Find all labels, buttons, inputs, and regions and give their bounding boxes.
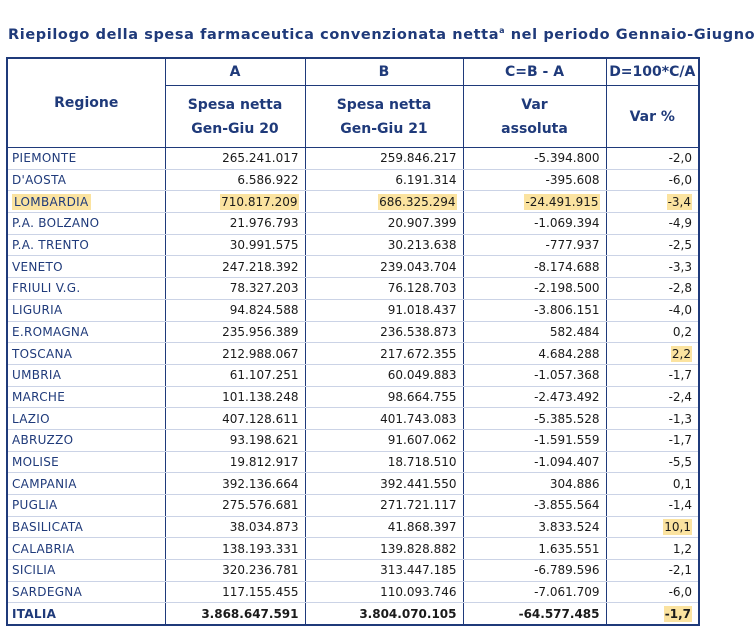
header-col-c-line1: Var bbox=[521, 96, 548, 113]
cell-region bbox=[7, 213, 165, 235]
region-name: LOMBARDIA bbox=[14, 194, 89, 209]
cell-region bbox=[7, 473, 165, 495]
value-b: 392.441.550 bbox=[380, 476, 457, 491]
value-a: 407.128.611 bbox=[222, 411, 299, 426]
value-c: -2.198.500 bbox=[534, 281, 600, 296]
value-b: 76.128.703 bbox=[387, 281, 457, 296]
value-a: 3.868.647.591 bbox=[201, 606, 299, 621]
value-d: -3,4 bbox=[667, 194, 691, 209]
value-d: -1,7 bbox=[668, 433, 692, 448]
value-c: -1.094.407 bbox=[534, 454, 600, 469]
value-b: 98.664.755 bbox=[387, 389, 457, 404]
cell-b bbox=[305, 495, 463, 517]
region-name: MARCHE bbox=[12, 389, 66, 404]
value-c: -24.491.915 bbox=[525, 194, 599, 209]
region-name: VENETO bbox=[12, 259, 63, 274]
region-name: MOLISE bbox=[12, 454, 60, 469]
cell-b bbox=[305, 473, 463, 495]
cell-d bbox=[606, 278, 699, 300]
value-a: 61.107.251 bbox=[229, 368, 299, 383]
cell-d bbox=[606, 169, 699, 191]
region-name: ITALIA bbox=[12, 606, 57, 621]
value-c: -1.591.559 bbox=[534, 433, 600, 448]
cell-region bbox=[7, 299, 165, 321]
table-row bbox=[7, 321, 699, 343]
cell-a bbox=[165, 256, 305, 278]
value-d: 1,2 bbox=[672, 541, 692, 556]
header-col-c-letter: C=B - A bbox=[463, 58, 606, 86]
cell-c bbox=[463, 386, 606, 408]
value-b: 20.907.399 bbox=[387, 216, 457, 231]
cell-b bbox=[305, 169, 463, 191]
value-b: 110.093.746 bbox=[380, 585, 457, 600]
region-name: P.A. TRENTO bbox=[12, 238, 90, 253]
cell-c bbox=[463, 321, 606, 343]
cell-c bbox=[463, 495, 606, 517]
cell-b bbox=[305, 234, 463, 256]
cell-d bbox=[606, 343, 699, 365]
cell-region bbox=[7, 234, 165, 256]
value-a: 212.988.067 bbox=[222, 346, 299, 361]
header-col-a-line2: Gen-Giu 20 bbox=[191, 120, 279, 137]
cell-d bbox=[606, 451, 699, 473]
cell-c bbox=[463, 364, 606, 386]
header-col-a-line1: Spesa netta bbox=[187, 96, 283, 113]
value-d: -4,9 bbox=[668, 216, 692, 231]
header-col-b-line2: Gen-Giu 21 bbox=[340, 120, 428, 137]
value-b: 271.721.117 bbox=[380, 498, 457, 513]
value-c: -3.855.564 bbox=[534, 498, 600, 513]
cell-b bbox=[305, 148, 463, 170]
value-b: 18.718.510 bbox=[387, 454, 457, 469]
value-b: 30.213.638 bbox=[387, 238, 457, 253]
cell-a bbox=[165, 299, 305, 321]
region-name: FRIULI V.G. bbox=[12, 281, 81, 296]
value-a: 21.976.793 bbox=[229, 216, 299, 231]
cell-a bbox=[165, 516, 305, 538]
header-region: Regione bbox=[7, 58, 165, 148]
title-footnote-mark: a bbox=[499, 26, 506, 35]
value-d: -2,4 bbox=[668, 389, 692, 404]
table-row bbox=[7, 256, 699, 278]
cell-a bbox=[165, 603, 305, 625]
cell-d bbox=[606, 191, 699, 213]
cell-d bbox=[606, 516, 699, 538]
value-a: 235.956.389 bbox=[222, 324, 299, 339]
cell-b bbox=[305, 560, 463, 582]
table-row bbox=[7, 429, 699, 451]
cell-d bbox=[606, 299, 699, 321]
cell-d bbox=[606, 364, 699, 386]
value-a: 275.576.681 bbox=[222, 498, 299, 513]
cell-a bbox=[165, 213, 305, 235]
header-col-b-letter: B bbox=[305, 58, 463, 86]
cell-d bbox=[606, 429, 699, 451]
value-d: 2,2 bbox=[671, 346, 691, 361]
value-c: -395.608 bbox=[545, 173, 600, 188]
cell-a bbox=[165, 560, 305, 582]
cell-a bbox=[165, 234, 305, 256]
spending-table bbox=[6, 57, 700, 626]
cell-c bbox=[463, 278, 606, 300]
cell-c bbox=[463, 148, 606, 170]
header-col-a bbox=[165, 86, 305, 148]
table-header bbox=[7, 58, 699, 148]
table-row bbox=[7, 148, 699, 170]
value-d: -1,3 bbox=[668, 411, 692, 426]
value-b: 236.538.873 bbox=[380, 324, 457, 339]
cell-d bbox=[606, 234, 699, 256]
total-row bbox=[7, 603, 699, 625]
value-c: -2.473.492 bbox=[534, 389, 600, 404]
table-row bbox=[7, 191, 699, 213]
cell-c bbox=[463, 451, 606, 473]
value-b: 139.828.882 bbox=[380, 541, 457, 556]
value-d: -3,3 bbox=[668, 259, 692, 274]
cell-a bbox=[165, 321, 305, 343]
cell-region bbox=[7, 256, 165, 278]
table-row bbox=[7, 234, 699, 256]
region-name: ABRUZZO bbox=[12, 433, 74, 448]
table-body bbox=[7, 148, 699, 626]
cell-b bbox=[305, 213, 463, 235]
cell-region bbox=[7, 169, 165, 191]
table-row bbox=[7, 516, 699, 538]
cell-d bbox=[606, 148, 699, 170]
cell-d bbox=[606, 495, 699, 517]
cell-c bbox=[463, 516, 606, 538]
cell-d bbox=[606, 560, 699, 582]
value-a: 247.218.392 bbox=[222, 259, 299, 274]
value-c: -1.057.368 bbox=[534, 368, 600, 383]
cell-region bbox=[7, 364, 165, 386]
value-d: -1,4 bbox=[668, 498, 692, 513]
cell-b bbox=[305, 386, 463, 408]
region-name: E.ROMAGNA bbox=[12, 324, 89, 339]
region-name: PIEMONTE bbox=[12, 151, 77, 166]
cell-b bbox=[305, 538, 463, 560]
value-d: -6,0 bbox=[668, 173, 692, 188]
cell-region bbox=[7, 538, 165, 560]
cell-b bbox=[305, 256, 463, 278]
value-d: -1,7 bbox=[668, 368, 692, 383]
value-a: 94.824.588 bbox=[229, 303, 299, 318]
value-b: 686.325.294 bbox=[379, 194, 456, 209]
value-d: -4,0 bbox=[668, 303, 692, 318]
title-text: Riepilogo della spesa farmaceutica convenzionata netta bbox=[8, 27, 500, 43]
cell-a bbox=[165, 473, 305, 495]
value-a: 93.198.621 bbox=[229, 433, 299, 448]
header-col-c bbox=[463, 86, 606, 148]
value-a: 265.241.017 bbox=[222, 151, 299, 166]
value-c: -8.174.688 bbox=[534, 259, 600, 274]
value-d: 0,2 bbox=[672, 324, 692, 339]
table-row bbox=[7, 581, 699, 603]
cell-region bbox=[7, 386, 165, 408]
cell-b bbox=[305, 451, 463, 473]
value-d: 10,1 bbox=[664, 520, 691, 535]
value-d: -6,0 bbox=[668, 585, 692, 600]
value-c: -1.069.394 bbox=[534, 216, 600, 231]
table-row bbox=[7, 473, 699, 495]
region-name: TOSCANA bbox=[12, 346, 73, 361]
value-a: 710.817.209 bbox=[221, 194, 298, 209]
cell-c bbox=[463, 191, 606, 213]
cell-region bbox=[7, 191, 165, 213]
table-row bbox=[7, 213, 699, 235]
cell-a bbox=[165, 148, 305, 170]
cell-d bbox=[606, 581, 699, 603]
cell-b bbox=[305, 429, 463, 451]
cell-b bbox=[305, 603, 463, 625]
cell-b bbox=[305, 343, 463, 365]
value-b: 91.018.437 bbox=[387, 303, 457, 318]
cell-c bbox=[463, 299, 606, 321]
value-a: 38.034.873 bbox=[229, 520, 299, 535]
value-c: -7.061.709 bbox=[534, 585, 600, 600]
value-a: 19.812.917 bbox=[229, 454, 299, 469]
cell-d bbox=[606, 321, 699, 343]
table-title bbox=[8, 26, 755, 43]
value-a: 320.236.781 bbox=[222, 563, 299, 578]
cell-a bbox=[165, 581, 305, 603]
value-b: 217.672.355 bbox=[380, 346, 457, 361]
value-b: 6.191.314 bbox=[395, 173, 457, 188]
cell-a bbox=[165, 364, 305, 386]
cell-a bbox=[165, 169, 305, 191]
cell-a bbox=[165, 191, 305, 213]
table-row bbox=[7, 386, 699, 408]
value-c: -6.789.596 bbox=[534, 563, 600, 578]
value-d: -5,5 bbox=[668, 454, 692, 469]
region-name: CALABRIA bbox=[12, 541, 75, 556]
cell-a bbox=[165, 495, 305, 517]
cell-b bbox=[305, 581, 463, 603]
value-b: 41.868.397 bbox=[387, 520, 457, 535]
cell-region bbox=[7, 560, 165, 582]
value-b: 60.049.883 bbox=[387, 368, 457, 383]
value-b: 259.846.217 bbox=[380, 151, 457, 166]
value-d: -2,8 bbox=[668, 281, 692, 296]
cell-b bbox=[305, 321, 463, 343]
region-name: SARDEGNA bbox=[12, 585, 83, 600]
cell-region bbox=[7, 278, 165, 300]
value-b: 401.743.083 bbox=[380, 411, 457, 426]
value-c: 4.684.288 bbox=[538, 346, 600, 361]
cell-region bbox=[7, 429, 165, 451]
table-row bbox=[7, 364, 699, 386]
value-a: 138.193.331 bbox=[222, 541, 299, 556]
header-col-d: Var % bbox=[606, 86, 699, 148]
cell-b bbox=[305, 516, 463, 538]
cell-a bbox=[165, 429, 305, 451]
value-a: 6.586.922 bbox=[237, 173, 299, 188]
value-b: 313.447.185 bbox=[380, 563, 457, 578]
cell-region bbox=[7, 343, 165, 365]
value-a: 117.155.455 bbox=[222, 585, 299, 600]
cell-b bbox=[305, 278, 463, 300]
cell-region bbox=[7, 581, 165, 603]
value-c: 3.833.524 bbox=[538, 520, 600, 535]
value-c: 1.635.551 bbox=[538, 541, 600, 556]
cell-c bbox=[463, 213, 606, 235]
table-row bbox=[7, 343, 699, 365]
cell-b bbox=[305, 191, 463, 213]
region-name: UMBRIA bbox=[12, 368, 62, 383]
value-b: 239.043.704 bbox=[380, 259, 457, 274]
header-col-c-line2: assoluta bbox=[501, 120, 568, 137]
value-a: 101.138.248 bbox=[222, 389, 299, 404]
region-name: D'AOSTA bbox=[12, 173, 67, 188]
cell-d bbox=[606, 213, 699, 235]
title-suffix: nel periodo Gennaio-Giugno bbox=[505, 27, 755, 43]
region-name: BASILICATA bbox=[12, 520, 84, 535]
value-b: 3.804.070.105 bbox=[359, 606, 457, 621]
cell-c bbox=[463, 408, 606, 430]
value-c: -3.806.151 bbox=[534, 303, 600, 318]
cell-c bbox=[463, 603, 606, 625]
cell-c bbox=[463, 234, 606, 256]
cell-c bbox=[463, 560, 606, 582]
value-b: 91.607.062 bbox=[387, 433, 457, 448]
value-d: -2,5 bbox=[668, 238, 692, 253]
region-name: PUGLIA bbox=[12, 498, 58, 513]
cell-region bbox=[7, 408, 165, 430]
table-row bbox=[7, 299, 699, 321]
region-name: LAZIO bbox=[12, 411, 50, 426]
cell-b bbox=[305, 408, 463, 430]
region-name: LIGURIA bbox=[12, 303, 63, 318]
value-a: 30.991.575 bbox=[229, 238, 299, 253]
cell-a bbox=[165, 538, 305, 560]
value-d: -1,7 bbox=[664, 606, 691, 621]
cell-c bbox=[463, 429, 606, 451]
value-c: -5.394.800 bbox=[534, 151, 600, 166]
cell-d bbox=[606, 408, 699, 430]
table-row bbox=[7, 278, 699, 300]
cell-c bbox=[463, 169, 606, 191]
cell-c bbox=[463, 581, 606, 603]
cell-region bbox=[7, 148, 165, 170]
cell-d bbox=[606, 473, 699, 495]
cell-c bbox=[463, 256, 606, 278]
cell-d bbox=[606, 256, 699, 278]
table-row bbox=[7, 495, 699, 517]
cell-b bbox=[305, 299, 463, 321]
region-name: P.A. BOLZANO bbox=[12, 216, 100, 231]
header-col-d-letter: D=100*C/A bbox=[606, 58, 699, 86]
cell-c bbox=[463, 343, 606, 365]
header-col-b-line1: Spesa netta bbox=[336, 96, 432, 113]
cell-region bbox=[7, 495, 165, 517]
header-col-b bbox=[305, 86, 463, 148]
table-row bbox=[7, 560, 699, 582]
table-row bbox=[7, 538, 699, 560]
region-name: CAMPANIA bbox=[12, 476, 77, 491]
value-d: -2,0 bbox=[668, 151, 692, 166]
cell-region bbox=[7, 516, 165, 538]
value-d: 0,1 bbox=[672, 476, 692, 491]
cell-region bbox=[7, 603, 165, 625]
value-c: 582.484 bbox=[549, 324, 600, 339]
value-c: -777.937 bbox=[545, 238, 600, 253]
value-c: 304.886 bbox=[549, 476, 600, 491]
cell-a bbox=[165, 386, 305, 408]
value-a: 78.327.203 bbox=[229, 281, 299, 296]
cell-a bbox=[165, 451, 305, 473]
cell-b bbox=[305, 364, 463, 386]
cell-a bbox=[165, 408, 305, 430]
cell-c bbox=[463, 473, 606, 495]
cell-a bbox=[165, 278, 305, 300]
cell-region bbox=[7, 321, 165, 343]
header-col-a-letter: A bbox=[165, 58, 305, 86]
value-c: -5.385.528 bbox=[534, 411, 600, 426]
table-row bbox=[7, 451, 699, 473]
region-name: SICILIA bbox=[12, 563, 56, 578]
value-c: -64.577.485 bbox=[518, 606, 600, 621]
cell-a bbox=[165, 343, 305, 365]
cell-d bbox=[606, 386, 699, 408]
cell-d bbox=[606, 603, 699, 625]
cell-region bbox=[7, 451, 165, 473]
cell-d bbox=[606, 538, 699, 560]
cell-c bbox=[463, 538, 606, 560]
table-row bbox=[7, 169, 699, 191]
table-row bbox=[7, 408, 699, 430]
value-d: -2,1 bbox=[668, 563, 692, 578]
value-a: 392.136.664 bbox=[222, 476, 299, 491]
